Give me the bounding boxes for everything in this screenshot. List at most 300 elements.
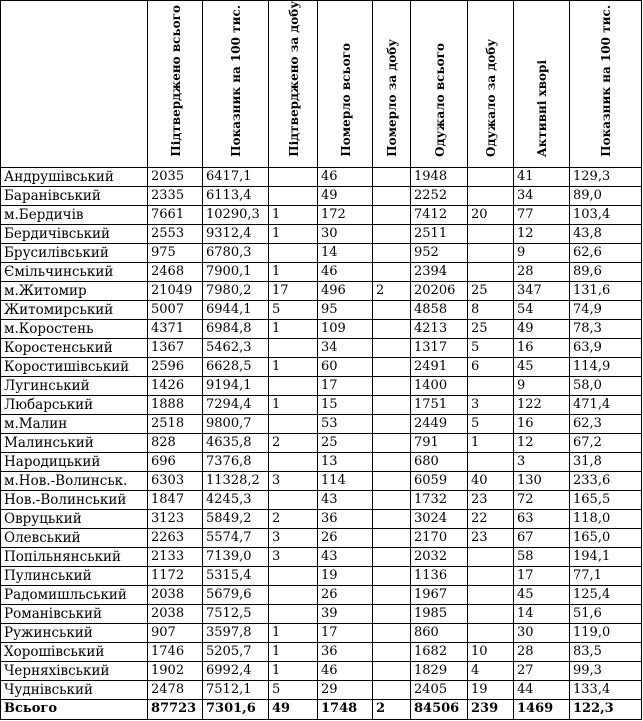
district-name-cell: Олевський xyxy=(1,528,148,547)
table-row xyxy=(1,167,642,186)
district-name-cell: Брусилівський xyxy=(1,243,148,262)
table-cell: 1 xyxy=(269,357,318,376)
table-cell: 860 xyxy=(411,623,468,642)
table-cell xyxy=(269,490,318,509)
district-name-cell: Коростенський xyxy=(1,338,148,357)
table-cell: 15 xyxy=(318,395,373,414)
header-label: Підтверджено за добу xyxy=(286,1,301,157)
table-cell xyxy=(468,243,514,262)
district-name-cell: Бердичівський xyxy=(1,224,148,243)
table-cell: 95 xyxy=(318,300,373,319)
table-cell: 2468 xyxy=(148,262,203,281)
table-cell: 1732 xyxy=(411,490,468,509)
table-cell xyxy=(468,186,514,205)
table-cell: 5574,7 xyxy=(203,528,269,547)
table-cell: 2035 xyxy=(148,167,203,186)
district-name-cell: Чуднівський xyxy=(1,680,148,699)
table-cell xyxy=(373,642,411,661)
table-cell: 22 xyxy=(468,509,514,528)
header-label: Показник на 100 тис. xyxy=(599,4,613,157)
table-cell: 3 xyxy=(468,395,514,414)
table-cell: 5 xyxy=(468,414,514,433)
table-cell: 2032 xyxy=(411,547,468,566)
table-cell: 2394 xyxy=(411,262,468,281)
total-cell: 49 xyxy=(269,699,318,719)
table-cell: 72 xyxy=(514,490,570,509)
district-name-cell: Лугинський xyxy=(1,376,148,395)
table-row xyxy=(1,376,642,395)
table-cell xyxy=(373,186,411,205)
table-cell: 6113,4 xyxy=(203,186,269,205)
table-cell: 21049 xyxy=(148,281,203,300)
table-cell: 78,3 xyxy=(570,319,642,338)
table-cell: 172 xyxy=(318,205,373,224)
table-cell: 19 xyxy=(468,680,514,699)
table-cell: 31,8 xyxy=(570,452,642,471)
table-cell: 25 xyxy=(318,433,373,452)
table-cell: 1 xyxy=(269,395,318,414)
table-body xyxy=(1,167,642,719)
table-cell: 30 xyxy=(514,623,570,642)
table-cell: 1751 xyxy=(411,395,468,414)
table-cell: 58 xyxy=(514,547,570,566)
district-name-cell: Малинський xyxy=(1,433,148,452)
table-cell xyxy=(269,338,318,357)
table-cell: 53 xyxy=(318,414,373,433)
table-cell: 1 xyxy=(269,642,318,661)
table-cell: 3597,8 xyxy=(203,623,269,642)
table-cell xyxy=(373,167,411,186)
table-row xyxy=(1,623,642,642)
table-cell: 49 xyxy=(318,186,373,205)
table-cell: 4245,3 xyxy=(203,490,269,509)
table-cell: 7294,4 xyxy=(203,395,269,414)
district-name-cell: Пулинський xyxy=(1,566,148,585)
table-cell: 2518 xyxy=(148,414,203,433)
table-cell: 3123 xyxy=(148,509,203,528)
table-row xyxy=(1,414,642,433)
table-cell: 43,8 xyxy=(570,224,642,243)
header-label: Померло за добу xyxy=(385,38,399,157)
table-row xyxy=(1,262,642,281)
table-cell: 5 xyxy=(269,680,318,699)
table-cell: 696 xyxy=(148,452,203,471)
header-cell-2 xyxy=(203,1,269,168)
table-cell: 2038 xyxy=(148,604,203,623)
table-header-row xyxy=(1,1,642,168)
table-cell: 975 xyxy=(148,243,203,262)
table-cell xyxy=(373,319,411,338)
table-cell: 1847 xyxy=(148,490,203,509)
table-row xyxy=(1,642,642,661)
total-cell: 1748 xyxy=(318,699,373,719)
table-cell: 16 xyxy=(514,338,570,357)
table-cell: 2596 xyxy=(148,357,203,376)
table-cell: 25 xyxy=(468,319,514,338)
table-cell: 1367 xyxy=(148,338,203,357)
table-cell xyxy=(373,243,411,262)
table-cell: 1967 xyxy=(411,585,468,604)
table-cell: 45 xyxy=(514,585,570,604)
table-cell: 7900,1 xyxy=(203,262,269,281)
table-cell: 23 xyxy=(468,490,514,509)
table-cell: 62,6 xyxy=(570,243,642,262)
table-cell: 14 xyxy=(318,243,373,262)
table-cell: 6 xyxy=(468,357,514,376)
table-cell: 3 xyxy=(269,471,318,490)
table-cell: 43 xyxy=(318,490,373,509)
table-cell: 11328,2 xyxy=(203,471,269,490)
table-cell: 30 xyxy=(318,224,373,243)
header-cell-3 xyxy=(269,1,318,168)
district-name-cell: м.Бердичів xyxy=(1,205,148,224)
table-cell: 7376,8 xyxy=(203,452,269,471)
district-name-cell: Ємільчинський xyxy=(1,262,148,281)
table-cell: 2133 xyxy=(148,547,203,566)
table-cell: 125,4 xyxy=(570,585,642,604)
district-name-cell: м.Житомир xyxy=(1,281,148,300)
table-cell xyxy=(373,300,411,319)
table-cell: 46 xyxy=(318,661,373,680)
table-cell: 1746 xyxy=(148,642,203,661)
table-cell: 10290,3 xyxy=(203,205,269,224)
table-cell: 828 xyxy=(148,433,203,452)
table-cell: 114 xyxy=(318,471,373,490)
table-cell: 9 xyxy=(514,243,570,262)
table-cell xyxy=(373,452,411,471)
table-cell: 26 xyxy=(318,528,373,547)
table-cell: 29 xyxy=(318,680,373,699)
table-cell: 2511 xyxy=(411,224,468,243)
table-cell: 165,0 xyxy=(570,528,642,547)
table-cell: 109 xyxy=(318,319,373,338)
table-row xyxy=(1,680,642,699)
table-cell: 77 xyxy=(514,205,570,224)
table-row xyxy=(1,661,642,680)
table-cell: 114,9 xyxy=(570,357,642,376)
table-cell: 19 xyxy=(318,566,373,585)
total-cell: 7301,6 xyxy=(203,699,269,719)
table-cell xyxy=(373,357,411,376)
table-cell: 2405 xyxy=(411,680,468,699)
table-cell: 2263 xyxy=(148,528,203,547)
table-cell: 130 xyxy=(514,471,570,490)
table-cell: 62,3 xyxy=(570,414,642,433)
table-cell: 1 xyxy=(269,623,318,642)
table-row xyxy=(1,319,642,338)
district-name-cell: м.Нов.-Волинськ. xyxy=(1,471,148,490)
table-cell xyxy=(373,414,411,433)
table-cell: 496 xyxy=(318,281,373,300)
table-cell: 2491 xyxy=(411,357,468,376)
table-cell: 1829 xyxy=(411,661,468,680)
table-cell: 6992,4 xyxy=(203,661,269,680)
table-cell: 5849,2 xyxy=(203,509,269,528)
table-cell: 7980,2 xyxy=(203,281,269,300)
table-cell xyxy=(373,395,411,414)
table-cell xyxy=(373,661,411,680)
table-cell: 2478 xyxy=(148,680,203,699)
table-cell xyxy=(269,186,318,205)
table-cell: 39 xyxy=(318,604,373,623)
table-cell: 44 xyxy=(514,680,570,699)
table-cell: 3 xyxy=(269,528,318,547)
table-cell: 680 xyxy=(411,452,468,471)
table-cell xyxy=(373,471,411,490)
table-cell: 36 xyxy=(318,642,373,661)
table-row xyxy=(1,566,642,585)
table-cell xyxy=(269,243,318,262)
district-name-cell: Житомирський xyxy=(1,300,148,319)
table-cell: 41 xyxy=(514,167,570,186)
table-cell: 89,0 xyxy=(570,186,642,205)
district-name-cell: м.Малин xyxy=(1,414,148,433)
table-cell: 1948 xyxy=(411,167,468,186)
header-cell-8 xyxy=(514,1,570,168)
table-cell: 1426 xyxy=(148,376,203,395)
table-cell xyxy=(468,547,514,566)
table-cell xyxy=(468,262,514,281)
table-cell xyxy=(373,680,411,699)
table-row xyxy=(1,338,642,357)
table-cell xyxy=(468,566,514,585)
table-cell: 165,5 xyxy=(570,490,642,509)
table-cell: 5315,4 xyxy=(203,566,269,585)
table-cell: 8 xyxy=(468,300,514,319)
district-name-cell: Коростишівський xyxy=(1,357,148,376)
table-cell: 9194,1 xyxy=(203,376,269,395)
table-cell xyxy=(468,376,514,395)
table-cell: 1985 xyxy=(411,604,468,623)
table-row xyxy=(1,547,642,566)
table-row xyxy=(1,509,642,528)
table-cell: 2 xyxy=(269,433,318,452)
table-cell: 9312,4 xyxy=(203,224,269,243)
table-cell: 1 xyxy=(269,262,318,281)
table-cell: 1 xyxy=(269,205,318,224)
table-cell: 6780,3 xyxy=(203,243,269,262)
table-cell: 9800,7 xyxy=(203,414,269,433)
table-cell xyxy=(373,585,411,604)
table-cell: 7139,0 xyxy=(203,547,269,566)
table-cell: 5007 xyxy=(148,300,203,319)
table-row xyxy=(1,205,642,224)
table-cell: 45 xyxy=(514,357,570,376)
table-cell xyxy=(269,566,318,585)
table-cell: 131,6 xyxy=(570,281,642,300)
table-cell xyxy=(269,585,318,604)
district-name-cell: Любарський xyxy=(1,395,148,414)
table-cell xyxy=(373,547,411,566)
table-cell: 5 xyxy=(269,300,318,319)
table-cell: 7661 xyxy=(148,205,203,224)
table-cell: 907 xyxy=(148,623,203,642)
table-cell: 63 xyxy=(514,509,570,528)
header-cell-district xyxy=(1,1,148,168)
table-cell: 5679,6 xyxy=(203,585,269,604)
district-name-cell: Нов.-Волинський xyxy=(1,490,148,509)
table-cell: 3024 xyxy=(411,509,468,528)
total-cell: 122,3 xyxy=(570,699,642,719)
table-cell: 2553 xyxy=(148,224,203,243)
table-cell: 4 xyxy=(468,661,514,680)
header-label: Одужало за добу xyxy=(484,38,498,157)
table-cell: 3 xyxy=(514,452,570,471)
table-cell: 103,4 xyxy=(570,205,642,224)
table-cell: 67,2 xyxy=(570,433,642,452)
table-cell: 2252 xyxy=(411,186,468,205)
table-cell: 6944,1 xyxy=(203,300,269,319)
total-cell: 1469 xyxy=(514,699,570,719)
table-cell: 347 xyxy=(514,281,570,300)
table-cell: 34 xyxy=(514,186,570,205)
table-cell: 118,0 xyxy=(570,509,642,528)
table-cell: 2038 xyxy=(148,585,203,604)
table-cell: 99,3 xyxy=(570,661,642,680)
table-cell xyxy=(373,604,411,623)
table-cell: 7412 xyxy=(411,205,468,224)
table-cell: 4635,8 xyxy=(203,433,269,452)
table-cell: 51,6 xyxy=(570,604,642,623)
table-cell: 77,1 xyxy=(570,566,642,585)
table-cell: 1 xyxy=(468,433,514,452)
table-cell xyxy=(269,604,318,623)
table-row xyxy=(1,604,642,623)
district-name-cell: Андрушівський xyxy=(1,167,148,186)
header-label: Активні хворі xyxy=(535,59,549,157)
header-cell-7 xyxy=(468,1,514,168)
table-cell: 5 xyxy=(468,338,514,357)
table-cell: 49 xyxy=(514,319,570,338)
table-cell: 122 xyxy=(514,395,570,414)
table-cell: 6303 xyxy=(148,471,203,490)
table-cell: 791 xyxy=(411,433,468,452)
table-cell: 5205,7 xyxy=(203,642,269,661)
table-cell: 4371 xyxy=(148,319,203,338)
header-label: Померло всього xyxy=(338,43,353,157)
table-cell: 1 xyxy=(269,224,318,243)
table-row xyxy=(1,395,642,414)
table-cell xyxy=(373,205,411,224)
table-cell: 17 xyxy=(318,623,373,642)
table-cell: 14 xyxy=(514,604,570,623)
table-cell: 17 xyxy=(318,376,373,395)
district-name-cell: Хорошівський xyxy=(1,642,148,661)
district-name-cell: Ружинський xyxy=(1,623,148,642)
table-cell: 1 xyxy=(269,661,318,680)
district-name-cell: Радомишльський xyxy=(1,585,148,604)
table-cell xyxy=(373,509,411,528)
table-cell: 28 xyxy=(514,262,570,281)
table-cell: 2335 xyxy=(148,186,203,205)
table-cell: 6059 xyxy=(411,471,468,490)
table-cell xyxy=(373,490,411,509)
table-cell: 36 xyxy=(318,509,373,528)
table-cell xyxy=(373,566,411,585)
header-label: Показник на 100 тис. xyxy=(229,4,243,157)
table-cell xyxy=(269,452,318,471)
table-cell: 1 xyxy=(269,319,318,338)
table-cell: 83,5 xyxy=(570,642,642,661)
table-cell: 20 xyxy=(468,205,514,224)
total-label-cell: Всього xyxy=(1,699,148,719)
table-cell: 1682 xyxy=(411,642,468,661)
header-label: Одужало всього xyxy=(432,42,447,157)
header-cell-1 xyxy=(148,1,203,168)
total-cell: 2 xyxy=(373,699,411,719)
table-cell xyxy=(373,224,411,243)
table-cell xyxy=(468,623,514,642)
table-row xyxy=(1,528,642,547)
total-row xyxy=(1,699,642,719)
table-cell: 10 xyxy=(468,642,514,661)
table-row xyxy=(1,224,642,243)
table-cell: 63,9 xyxy=(570,338,642,357)
district-name-cell: Романівський xyxy=(1,604,148,623)
table-cell xyxy=(373,376,411,395)
table-cell xyxy=(468,604,514,623)
header-cell-4 xyxy=(318,1,373,168)
table-cell: 34 xyxy=(318,338,373,357)
table-row xyxy=(1,186,642,205)
table-cell xyxy=(468,452,514,471)
table-cell: 7512,5 xyxy=(203,604,269,623)
table-cell: 20206 xyxy=(411,281,468,300)
table-cell: 1172 xyxy=(148,566,203,585)
table-cell: 5462,3 xyxy=(203,338,269,357)
table-cell: 6984,8 xyxy=(203,319,269,338)
table-cell: 1902 xyxy=(148,661,203,680)
table-cell: 1317 xyxy=(411,338,468,357)
table-cell: 12 xyxy=(514,224,570,243)
table-cell xyxy=(468,167,514,186)
table-cell: 9 xyxy=(514,376,570,395)
table-cell: 67 xyxy=(514,528,570,547)
table-cell: 43 xyxy=(318,547,373,566)
table-row xyxy=(1,433,642,452)
header-label: Підтверджено всього xyxy=(168,5,183,157)
table-cell: 27 xyxy=(514,661,570,680)
total-cell: 84506 xyxy=(411,699,468,719)
table-cell xyxy=(373,623,411,642)
table-cell xyxy=(269,414,318,433)
table-cell: 7512,1 xyxy=(203,680,269,699)
table-cell: 6628,5 xyxy=(203,357,269,376)
table-cell xyxy=(468,585,514,604)
table-cell: 233,6 xyxy=(570,471,642,490)
table-cell: 6417,1 xyxy=(203,167,269,186)
district-name-cell: Народицький xyxy=(1,452,148,471)
table-cell: 3 xyxy=(269,547,318,566)
district-name-cell: Черняхівський xyxy=(1,661,148,680)
table-cell: 952 xyxy=(411,243,468,262)
table-cell: 26 xyxy=(318,585,373,604)
table-cell xyxy=(269,167,318,186)
table-cell: 194,1 xyxy=(570,547,642,566)
table-cell: 1888 xyxy=(148,395,203,414)
total-cell: 239 xyxy=(468,699,514,719)
table-cell: 54 xyxy=(514,300,570,319)
district-name-cell: м.Коростень xyxy=(1,319,148,338)
table-cell xyxy=(373,338,411,357)
district-name-cell: Овруцький xyxy=(1,509,148,528)
table-row xyxy=(1,281,642,300)
table-cell: 119,0 xyxy=(570,623,642,642)
table-cell xyxy=(468,224,514,243)
table-cell: 2 xyxy=(269,509,318,528)
table-cell xyxy=(269,376,318,395)
header-cell-9 xyxy=(570,1,642,168)
